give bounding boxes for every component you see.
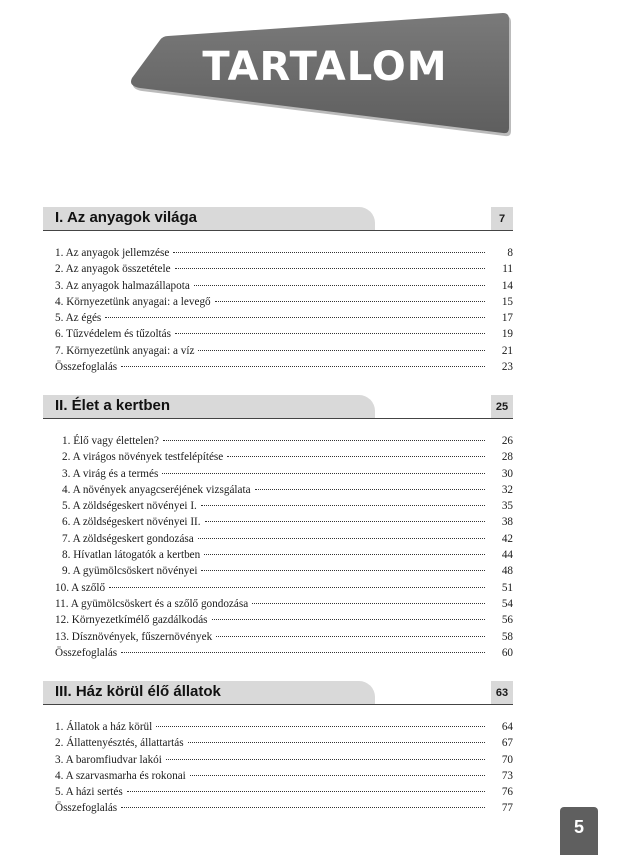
divider xyxy=(43,704,513,705)
dot-leader xyxy=(201,505,485,506)
toc-entry-title: Összefoglalás xyxy=(55,361,118,374)
toc-entry-page: 14 xyxy=(501,279,513,292)
section-header xyxy=(43,681,513,705)
dot-leader xyxy=(215,301,485,302)
toc-entry-title: 2. A virágos növények testfelépítése xyxy=(62,451,224,464)
dot-leader xyxy=(175,333,485,334)
toc-entry-title: 13. Dísznövények, fűszernövények xyxy=(55,630,213,643)
toc-entry-page: 56 xyxy=(501,614,513,627)
toc-entry-page: 70 xyxy=(501,753,513,766)
dot-leader xyxy=(204,554,485,555)
dot-leader xyxy=(173,252,485,253)
toc-entry xyxy=(43,326,513,342)
toc-entry xyxy=(43,294,513,310)
section-2 xyxy=(43,395,513,661)
dot-leader xyxy=(162,473,485,474)
entry-list xyxy=(43,719,513,817)
toc-entry-page: 48 xyxy=(501,565,513,578)
toc-entry-page: 15 xyxy=(501,295,513,308)
toc-entry xyxy=(43,449,513,465)
toc-entry-title: 5. A házi sertés xyxy=(55,786,123,799)
dot-leader xyxy=(198,350,485,351)
toc-entry-title: 11. A gyümölcsöskert és a szőlő gondozása xyxy=(55,597,249,610)
toc-entry xyxy=(43,580,513,596)
dot-leader xyxy=(216,636,485,637)
dot-leader xyxy=(198,538,485,539)
toc-entry-page: 76 xyxy=(501,786,513,799)
toc-entry-page: 35 xyxy=(501,500,513,513)
section-3 xyxy=(43,681,513,817)
dot-leader xyxy=(127,791,485,792)
toc-entry-title: 7. Környezetünk anyagai: a víz xyxy=(55,344,195,357)
toc-entry xyxy=(43,612,513,628)
toc-entry-title: 1. Állatok a ház körül xyxy=(55,721,153,733)
toc-entry-page: 54 xyxy=(501,597,513,610)
dot-leader xyxy=(163,440,485,441)
toc-entry-page: 51 xyxy=(501,581,513,594)
dot-leader xyxy=(190,775,485,776)
toc-entry xyxy=(43,629,513,645)
toc-entry xyxy=(43,752,513,768)
toc-entry-title: 2. Állattenyésztés, állattartás xyxy=(55,737,184,750)
dot-leader xyxy=(205,521,485,522)
dot-leader xyxy=(175,268,485,269)
toc-entry-page: 21 xyxy=(501,344,513,357)
toc-entry-page: 38 xyxy=(501,516,513,529)
toc-entry xyxy=(43,645,513,661)
toc-entry-title: 12. Környezetkímélő gazdálkodás xyxy=(55,614,208,627)
toc-entry-page: 32 xyxy=(501,483,513,496)
toc-entry-title: 1. Az anyagok jellemzése xyxy=(55,247,170,259)
toc-entry xyxy=(43,784,513,800)
toc-entry-title: 2. Az anyagok összetétele xyxy=(55,263,171,276)
dot-leader xyxy=(194,285,485,286)
toc-entry-title: 9. A gyümölcsöskert növényei xyxy=(62,565,198,578)
section-title: III. Ház körül élő állatok xyxy=(55,683,221,700)
toc-entry xyxy=(43,310,513,326)
dot-leader xyxy=(105,317,485,318)
toc-entry-page: 44 xyxy=(501,549,513,562)
page-title: TARTALOM xyxy=(202,44,448,90)
section-page-number: 63 xyxy=(491,681,513,705)
toc-entry xyxy=(43,800,513,816)
toc-entry xyxy=(43,482,513,498)
toc-entry-page: 42 xyxy=(501,532,513,545)
dot-leader xyxy=(201,570,485,571)
toc-entry-title: 3. A baromfiudvar lakói xyxy=(55,753,162,766)
toc-entry-page: 30 xyxy=(501,467,513,480)
section-title: I. Az anyagok világa xyxy=(55,209,197,226)
dot-leader xyxy=(121,366,485,367)
toc-entry-page: 60 xyxy=(501,646,513,659)
toc-entry-page: 26 xyxy=(501,435,513,447)
entry-list xyxy=(43,433,513,661)
toc-entry-title: 5. Az égés xyxy=(55,312,102,325)
dot-leader xyxy=(255,489,485,490)
section-header xyxy=(43,207,513,231)
section-title: II. Élet a kertben xyxy=(55,397,171,414)
toc-entry-title: 4. Környezetünk anyagai: a levegő xyxy=(55,295,211,308)
toc-entry-title: 3. Az anyagok halmazállapota xyxy=(55,279,190,292)
divider xyxy=(43,418,513,419)
toc-entry xyxy=(43,719,513,735)
toc-entry-page: 17 xyxy=(501,312,513,325)
section-page-number: 7 xyxy=(491,207,513,231)
toc-entry-title: 10. A szőlő xyxy=(55,581,106,594)
toc-entry xyxy=(43,498,513,514)
toc-entry-title: 5. A zöldségeskert növényei I. xyxy=(62,500,197,513)
toc-entry-page: 11 xyxy=(502,263,513,276)
toc-entry xyxy=(43,343,513,359)
toc-entry xyxy=(43,596,513,612)
toc-entry-page: 23 xyxy=(501,361,513,374)
toc-entry xyxy=(43,531,513,547)
section-1 xyxy=(43,207,513,375)
divider xyxy=(43,230,513,231)
toc-entry-page: 28 xyxy=(501,451,513,464)
toc-entry-page: 58 xyxy=(501,630,513,643)
toc-entry xyxy=(43,261,513,277)
toc-entry-title: 6. A zöldségeskert növényei II. xyxy=(62,516,201,529)
toc-entry-title: 8. Hívatlan látogatók a kertben xyxy=(62,549,201,562)
toc-entry-page: 73 xyxy=(501,769,513,782)
toc-entry-page: 8 xyxy=(507,247,513,259)
toc-entry-title: 4. A növények anyagcseréjének vizsgálata xyxy=(62,483,251,496)
dot-leader xyxy=(156,726,485,727)
toc-entry xyxy=(43,359,513,375)
toc-entry-page: 64 xyxy=(501,721,513,733)
toc-entry-title: 3. A virág és a termés xyxy=(62,467,159,480)
toc-entry-title: 1. Élő vagy élettelen? xyxy=(62,435,159,447)
dot-leader xyxy=(212,619,485,620)
toc-entry-page: 67 xyxy=(501,737,513,750)
toc-entry xyxy=(43,768,513,784)
section-page-number: 25 xyxy=(491,395,513,419)
dot-leader xyxy=(121,652,485,653)
dot-leader xyxy=(166,759,485,760)
section-header xyxy=(43,395,513,419)
dot-leader xyxy=(227,456,485,457)
toc-entry-title: 6. Tűzvédelem és tűzoltás xyxy=(55,328,171,341)
toc-entry-page: 77 xyxy=(501,802,513,815)
toc-entry xyxy=(43,735,513,751)
toc-entry xyxy=(43,563,513,579)
dot-leader xyxy=(121,807,485,808)
toc-entry-title: 7. A zöldségeskert gondozása xyxy=(62,532,194,545)
toc-entry xyxy=(43,514,513,530)
toc-entry xyxy=(43,547,513,563)
dot-leader xyxy=(109,587,485,588)
toc-entry-title: 4. A szarvasmarha és rokonai xyxy=(55,769,186,782)
toc-entry xyxy=(43,466,513,482)
dot-leader xyxy=(252,603,485,604)
toc-entry xyxy=(43,245,513,261)
title-banner xyxy=(0,0,639,140)
toc-entry xyxy=(43,278,513,294)
toc-entry-page: 19 xyxy=(501,328,513,341)
dot-leader xyxy=(188,742,485,743)
toc-entry-title: Összefoglalás xyxy=(55,646,118,659)
page-number: 5 xyxy=(560,807,598,855)
toc-entry xyxy=(43,433,513,449)
toc-entry-title: Összefoglalás xyxy=(55,802,118,815)
entry-list xyxy=(43,245,513,375)
